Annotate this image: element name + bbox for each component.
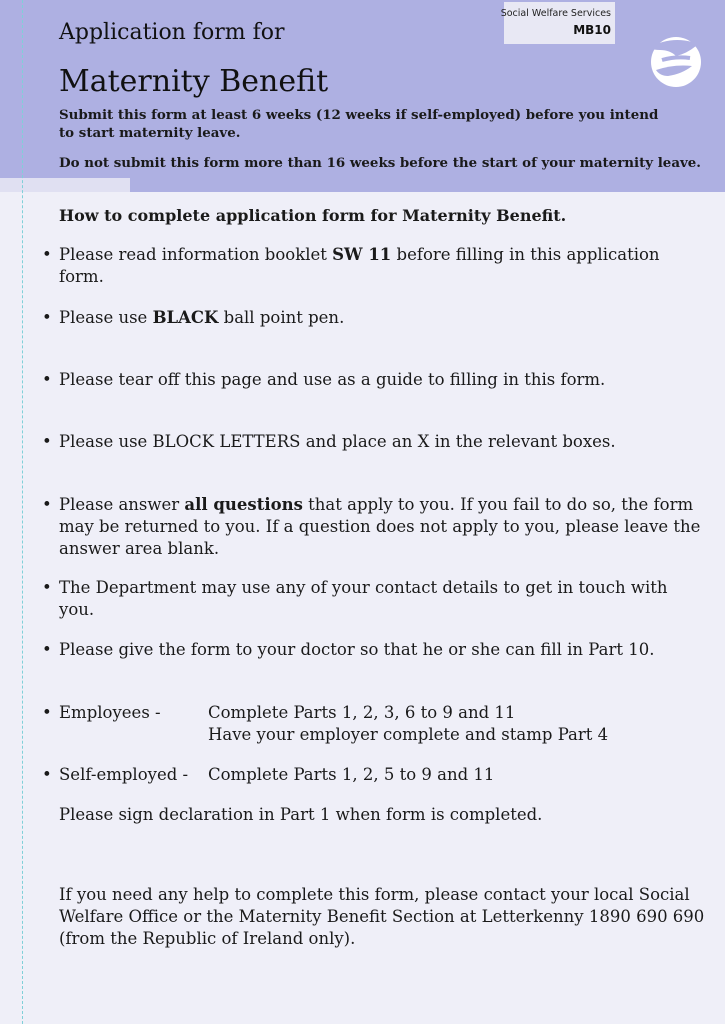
list-item-contact-details: • The Department may use any of your contact details to get in touch with you.	[42, 578, 668, 619]
list-item-employees: • Employees - Complete Parts 1, 2, 3, 6 to 9 and 11 Have your employer complete and stamp Part 4	[42, 703, 609, 744]
form-code: MB10	[573, 23, 611, 37]
guide-heading: How to complete application form for Maternity Benefit.	[59, 206, 567, 225]
bird-logo-icon	[646, 26, 708, 90]
tear-off-line	[22, 0, 23, 1024]
list-item-all-questions: • Please answer all questions that apply to you. If you fail to do so, the form may be returned to you. If a question does not apply to you, please leave the answer area blank.	[42, 495, 701, 558]
list-item-self-employed: • Self-employed - Complete Parts 1, 2, 5 to 9 and 11	[42, 765, 495, 784]
submit-limit-note: Do not submit this form more than 16 weeks before the start of your maternity leave.	[59, 155, 701, 171]
title-prefix: Application form for	[59, 20, 285, 45]
list-item-block-letters: • Please use BLOCK LETTERS and place an X in the relevant boxes.	[42, 432, 616, 451]
list-item-doctor: • Please give the form to your doctor so that he or she can fill in Part 10.	[42, 640, 655, 659]
form-code-badge	[500, 2, 615, 44]
list-item-tear-off: • Please tear off this page and use as a guide to filling in this form.	[42, 370, 606, 389]
help-contact-note: If you need any help to complete this form, please contact your local Social Welfare Office or the Maternity Benefit Section at Letterkenny 1890 690 690 (from the Republic of Ireland only).	[59, 885, 705, 948]
org-name: Social Welfare Services	[500, 8, 611, 19]
sign-declaration-note: Please sign declaration in Part 1 when form is completed.	[59, 805, 543, 824]
list-item-booklet: • Please read information booklet SW 11 before filling in this application form.	[42, 245, 660, 286]
page-title: Maternity Benefit	[59, 64, 329, 99]
header-band-light	[0, 178, 130, 192]
list-item-pen: • Please use BLACK ball point pen.	[42, 308, 345, 327]
submit-deadline-note: Submit this form at least 6 weeks (12 weeks if self-employed) before you intend to start maternity leave.	[59, 107, 659, 141]
header-band-dark	[130, 178, 725, 192]
